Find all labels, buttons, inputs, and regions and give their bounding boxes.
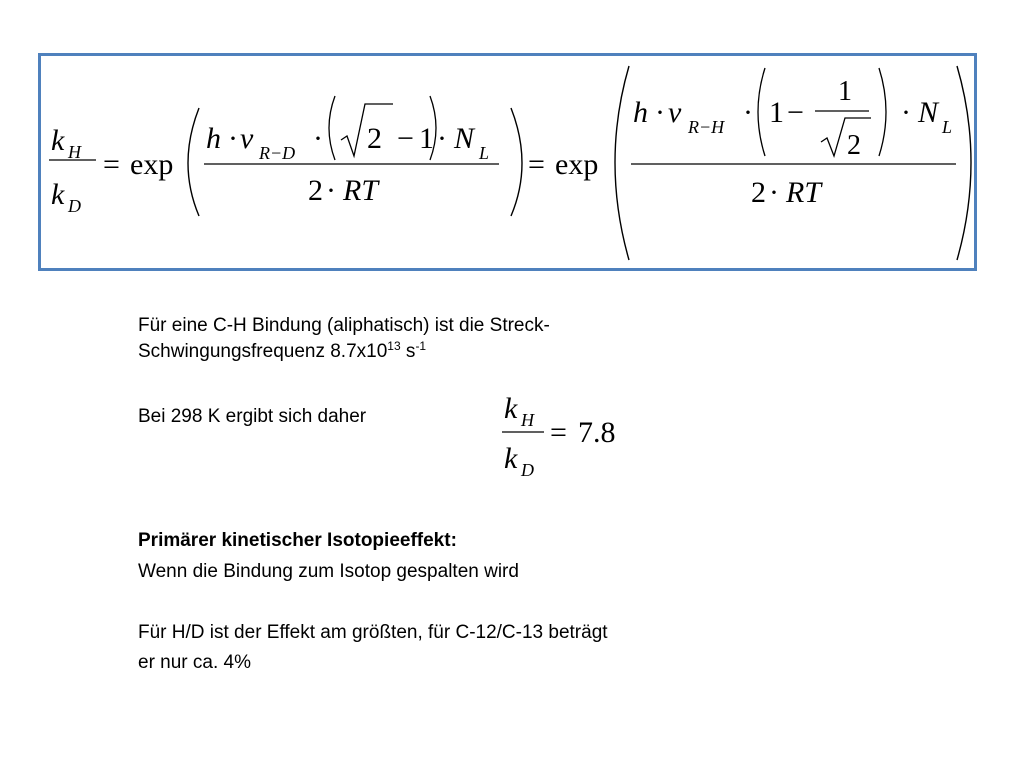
two-sqrt-1: 2: [367, 122, 382, 155]
result-sub-d: D: [521, 460, 534, 480]
sub-d: D: [68, 196, 81, 216]
kinetic-isotope-formula: [41, 56, 974, 268]
two-sqrt-2: 2: [847, 130, 861, 161]
equals-1: =: [103, 148, 120, 181]
exp-1: exp: [130, 148, 174, 181]
cdot-3: ·: [437, 122, 447, 155]
text-bei: Bei 298 K ergibt sich daher: [138, 406, 367, 427]
cdot-6: ·: [901, 96, 911, 129]
nu-2: ν: [668, 96, 682, 129]
result-k-numerator: k: [504, 392, 518, 425]
heading-primary-kie: Primärer kinetischer Isotopieeffekt:: [138, 530, 457, 551]
paren-right-2: [957, 66, 971, 260]
cdot-4: ·: [655, 96, 665, 129]
sub-l-2: L: [942, 117, 953, 137]
two-denom-2: 2: [751, 176, 766, 209]
result-k-denominator: k: [504, 442, 518, 475]
one-1: 1: [419, 122, 434, 155]
k-numerator: k: [51, 124, 65, 157]
cdot-denom-1: ·: [326, 174, 336, 207]
result-sub-h: H: [521, 410, 534, 430]
result-formula: [496, 388, 636, 483]
unit-text: s: [400, 341, 416, 362]
minus-2: −: [787, 96, 804, 129]
cdot-2: ·: [313, 122, 323, 155]
cdot-5: ·: [743, 96, 753, 129]
h-2: h: [633, 96, 648, 129]
rt-2: RT: [786, 176, 822, 209]
sqrt-symbol-2: [821, 118, 871, 156]
unit-exponent: -1: [415, 339, 427, 353]
sub-rh: R−H: [688, 117, 725, 137]
paren-small-right-2: [879, 68, 886, 156]
paren-small-left-1: [329, 96, 335, 160]
two-denom-1: 2: [308, 174, 323, 207]
one-frac: 1: [838, 76, 852, 107]
text-hd-1: Für H/D ist der Effekt am größten, für C-12/C-13 beträgt: [138, 622, 608, 643]
result-equals: =: [550, 416, 567, 449]
one-2: 1: [769, 96, 784, 129]
nu-1: ν: [240, 122, 254, 155]
paren-left-1: [188, 108, 199, 216]
sub-l-1: L: [479, 143, 490, 163]
paren-small-left-2: [758, 68, 765, 156]
cdot-1: ·: [228, 122, 238, 155]
n-1: N: [454, 122, 475, 155]
paren-right-1: [511, 108, 522, 216]
cdot-denom-2: ·: [769, 176, 779, 209]
sub-h: H: [68, 142, 81, 162]
result-value: 7.8: [578, 416, 616, 449]
frequency-exponent: 13: [387, 339, 401, 353]
text-wenn: Wenn die Bindung zum Isotop gespalten wird: [138, 561, 519, 582]
text-line-2: [138, 339, 426, 365]
rt-1: RT: [343, 174, 379, 207]
exp-2: exp: [555, 148, 599, 181]
text-hd-2: er nur ca. 4%: [138, 652, 251, 673]
sub-rd: R−D: [259, 143, 296, 163]
n-2: N: [918, 96, 939, 129]
equals-2: =: [528, 148, 545, 181]
h-1: h: [206, 122, 221, 155]
frequency-text: Schwingungsfrequenz 8.7x10: [138, 341, 388, 362]
text-line-1: Für eine C-H Bindung (aliphatisch) ist die Streck-: [138, 315, 550, 336]
formula-box: [38, 53, 977, 271]
paren-left-2: [615, 66, 629, 260]
minus-1: −: [397, 122, 414, 155]
k-denominator: k: [51, 178, 65, 211]
